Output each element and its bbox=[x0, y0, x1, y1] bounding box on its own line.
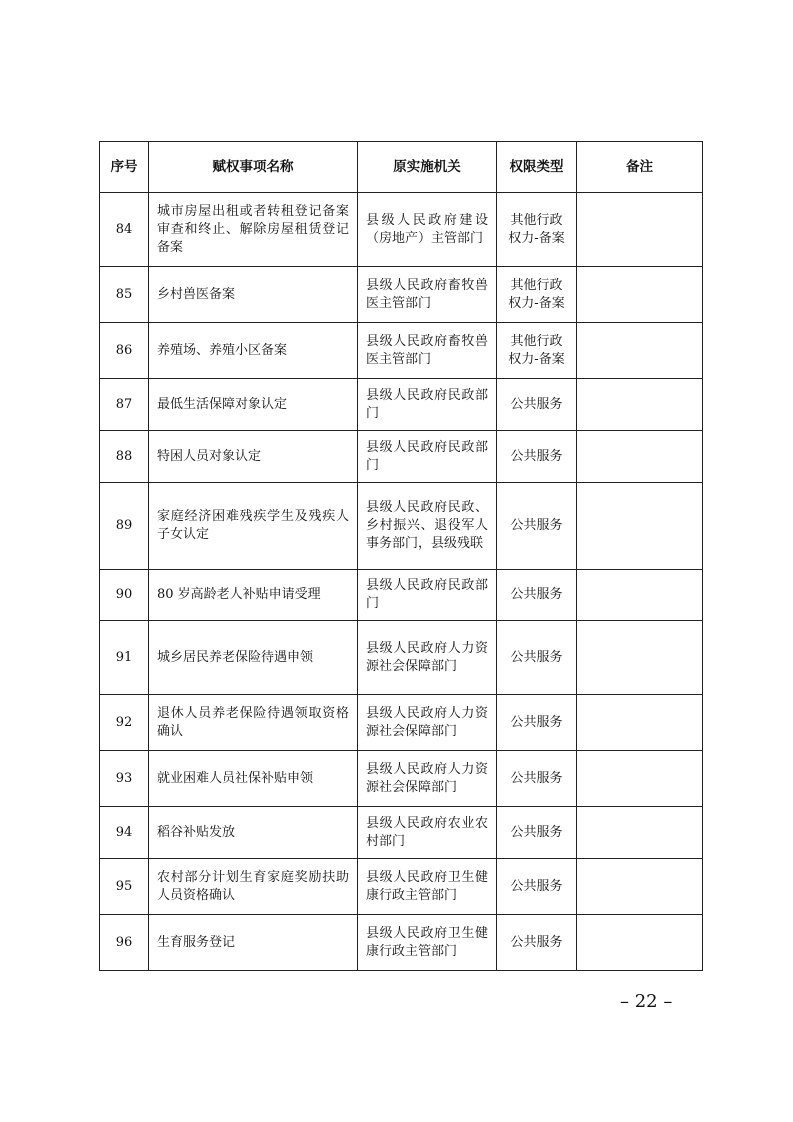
row-type: 公共服务 bbox=[497, 695, 577, 751]
header-type: 权限类型 bbox=[497, 142, 577, 193]
row-no: 88 bbox=[100, 431, 149, 483]
row-org: 县级人民政府民政部门 bbox=[358, 570, 497, 621]
header-note: 备注 bbox=[577, 142, 703, 193]
row-no: 95 bbox=[100, 859, 149, 915]
header-org: 原实施机关 bbox=[358, 142, 497, 193]
row-note bbox=[577, 323, 703, 379]
row-name: 农村部分计划生育家庭奖励扶助人员资格确认 bbox=[149, 859, 358, 915]
row-name: 最低生活保障对象认定 bbox=[149, 379, 358, 431]
row-org: 县级人民政府民政部门 bbox=[358, 379, 497, 431]
row-note bbox=[577, 621, 703, 695]
row-org: 县级人民政府卫生健康行政主管部门 bbox=[358, 859, 497, 915]
row-org: 县级人民政府人力资源社会保障部门 bbox=[358, 695, 497, 751]
table-row bbox=[100, 751, 703, 807]
table-row bbox=[100, 570, 703, 621]
row-name: 城乡居民养老保险待遇申领 bbox=[149, 621, 358, 695]
table-header-row bbox=[100, 142, 703, 193]
table-row bbox=[100, 483, 703, 570]
row-no: 85 bbox=[100, 267, 149, 323]
row-org: 县级人民政府卫生健康行政主管部门 bbox=[358, 915, 497, 971]
row-no: 86 bbox=[100, 323, 149, 379]
row-note bbox=[577, 807, 703, 859]
table-row bbox=[100, 193, 703, 267]
table-row bbox=[100, 323, 703, 379]
row-no: 84 bbox=[100, 193, 149, 267]
row-no: 91 bbox=[100, 621, 149, 695]
table-row bbox=[100, 621, 703, 695]
row-type: 公共服务 bbox=[497, 621, 577, 695]
row-org: 县级人民政府畜牧兽医主管部门 bbox=[358, 267, 497, 323]
row-type: 其他行政权力-备案 bbox=[497, 193, 577, 267]
row-no: 89 bbox=[100, 483, 149, 570]
row-type: 公共服务 bbox=[497, 379, 577, 431]
row-type: 其他行政权力-备案 bbox=[497, 323, 577, 379]
table-row bbox=[100, 379, 703, 431]
row-name: 乡村兽医备案 bbox=[149, 267, 358, 323]
row-no: 96 bbox=[100, 915, 149, 971]
row-name: 城市房屋出租或者转租登记备案审查和终止、解除房屋租赁登记备案 bbox=[149, 193, 358, 267]
row-no: 94 bbox=[100, 807, 149, 859]
row-no: 93 bbox=[100, 751, 149, 807]
document-table bbox=[99, 141, 703, 971]
table-row bbox=[100, 807, 703, 859]
row-type: 公共服务 bbox=[497, 570, 577, 621]
row-note bbox=[577, 915, 703, 971]
row-note bbox=[577, 379, 703, 431]
row-name: 退休人员养老保险待遇领取资格确认 bbox=[149, 695, 358, 751]
row-note bbox=[577, 431, 703, 483]
row-type: 公共服务 bbox=[497, 915, 577, 971]
row-note bbox=[577, 751, 703, 807]
row-type: 公共服务 bbox=[497, 483, 577, 570]
row-type: 其他行政权力-备案 bbox=[497, 267, 577, 323]
row-note bbox=[577, 570, 703, 621]
table-row bbox=[100, 267, 703, 323]
row-note bbox=[577, 859, 703, 915]
row-note bbox=[577, 483, 703, 570]
row-name: 就业困难人员社保补贴申领 bbox=[149, 751, 358, 807]
row-org: 县级人民政府人力资源社会保障部门 bbox=[358, 621, 497, 695]
row-note bbox=[577, 267, 703, 323]
row-note bbox=[577, 695, 703, 751]
row-name: 生育服务登记 bbox=[149, 915, 358, 971]
table-row bbox=[100, 915, 703, 971]
row-type: 公共服务 bbox=[497, 807, 577, 859]
row-no: 92 bbox=[100, 695, 149, 751]
row-name: 稻谷补贴发放 bbox=[149, 807, 358, 859]
table-row bbox=[100, 431, 703, 483]
page-number: – 22 – bbox=[620, 991, 673, 1012]
header-no: 序号 bbox=[100, 142, 149, 193]
row-name: 养殖场、养殖小区备案 bbox=[149, 323, 358, 379]
table-row bbox=[100, 695, 703, 751]
row-org: 县级人民政府人力资源社会保障部门 bbox=[358, 751, 497, 807]
row-type: 公共服务 bbox=[497, 859, 577, 915]
row-type: 公共服务 bbox=[497, 751, 577, 807]
row-name: 家庭经济困难残疾学生及残疾人子女认定 bbox=[149, 483, 358, 570]
row-note bbox=[577, 193, 703, 267]
row-no: 87 bbox=[100, 379, 149, 431]
row-name: 80 岁高龄老人补贴申请受理 bbox=[149, 570, 358, 621]
row-type: 公共服务 bbox=[497, 431, 577, 483]
row-org: 县级人民政府民政部门 bbox=[358, 431, 497, 483]
row-org: 县级人民政府畜牧兽医主管部门 bbox=[358, 323, 497, 379]
row-no: 90 bbox=[100, 570, 149, 621]
header-name: 赋权事项名称 bbox=[149, 142, 358, 193]
table-row bbox=[100, 859, 703, 915]
row-org: 县级人民政府建设（房地产）主管部门 bbox=[358, 193, 497, 267]
row-org: 县级人民政府农业农村部门 bbox=[358, 807, 497, 859]
row-org: 县级人民政府民政、乡村振兴、退役军人事务部门，县级残联 bbox=[358, 483, 497, 570]
row-name: 特困人员对象认定 bbox=[149, 431, 358, 483]
